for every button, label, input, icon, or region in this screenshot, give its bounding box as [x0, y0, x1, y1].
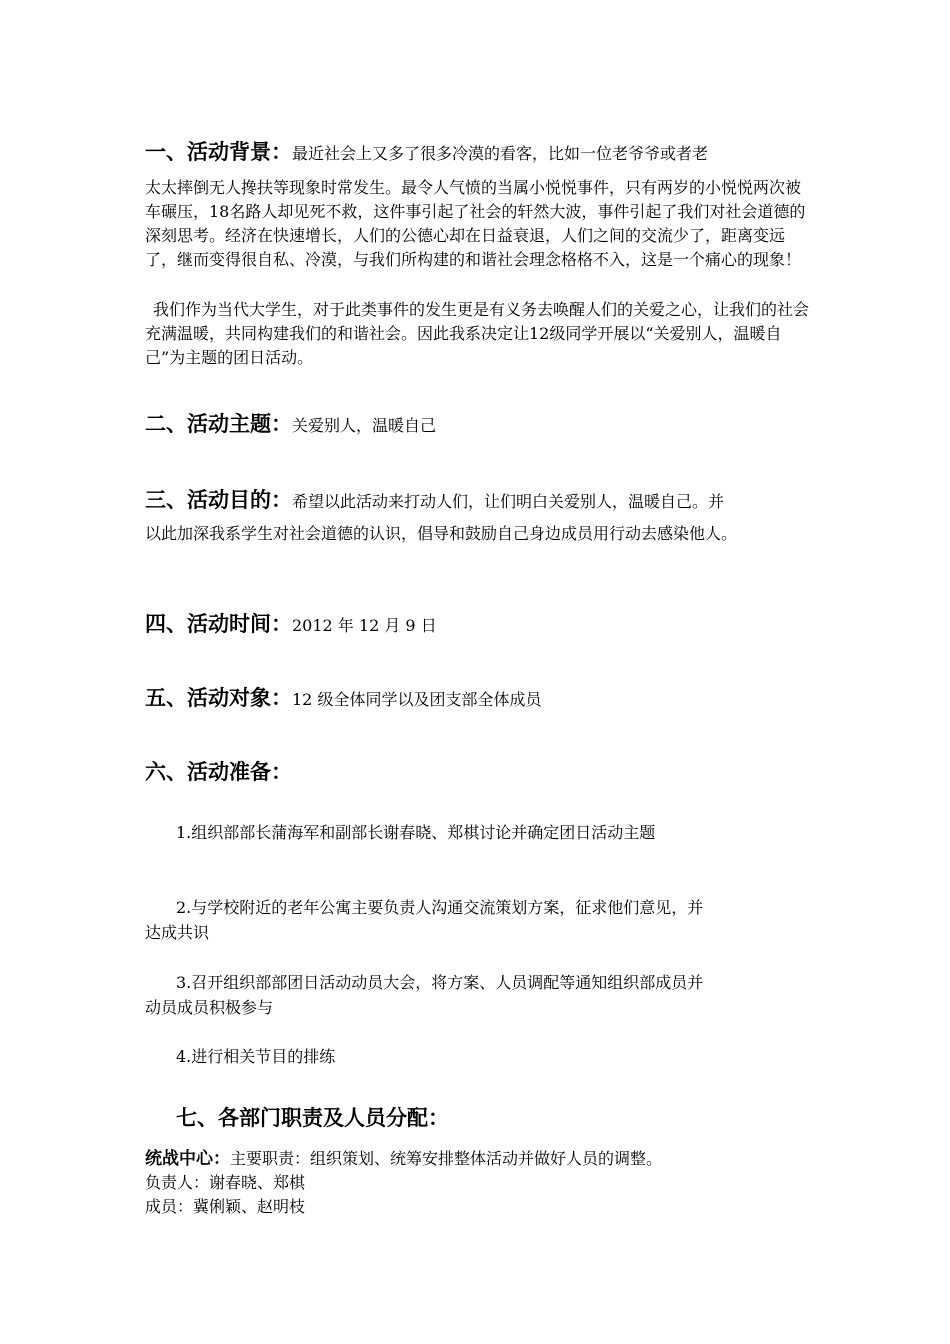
duties-heading: 七、各部门职责及人员分配：: [176, 1106, 449, 1130]
prep-heading: 六、活动准备：: [145, 760, 292, 784]
prep-item-2-line-1: 2.与学校附近的老年公寓主要负责人沟通交流策划方案，征求他们意见，并: [176, 898, 704, 917]
background-paragraph-2: 我们作为当代大学生，对于此类事件的发生更是有义务去唤醒人们的关爱之心，让我们的社会充满温暖，共同构建我们的和谐社会。因此我系决定让12级同学开展以“关爱别人，温暖自己”为主题的团日活动。: [145, 300, 810, 367]
time-text: 2012 年 12 月 9 日: [292, 616, 437, 635]
time-heading: 四、活动时间：2012 年 12 月 9 日: [145, 612, 437, 636]
target-text: 12 级全体同学以及团支部全体成员: [292, 690, 542, 709]
background-heading: 一、活动背景：最近社会上又多了很多冷漠的看客，比如一位老爷爷或者老: [145, 140, 709, 164]
prep-item-1: 1.组织部部长蒲海军和副部长谢春晓、郑棋讨论并确定团日活动主题: [176, 823, 656, 842]
center-line: [145, 1148, 662, 1170]
theme-text: 关爱别人，温暖自己: [292, 416, 437, 435]
background-lead: 最近社会上又多了很多冷漠的看客，比如一位老爷爷或者老: [292, 144, 709, 163]
prep-item-2-line-2: 达成共识: [145, 923, 210, 942]
purpose-heading: 三、活动目的：希望以此活动来打动人们，让们明白关爱别人，温暖自己。并: [145, 488, 725, 512]
purpose-paragraph: 以此加深我系学生对社会道德的认识，倡导和鼓励自己身边成员用行动去感染他人。: [145, 524, 738, 543]
center-members: 成员：冀俐颖、赵明枝: [145, 1197, 306, 1216]
prep-item-3-line-1: 3.召开组织部部团日活动动员大会，将方案、人员调配等通知组织部成员并: [176, 973, 704, 992]
target-heading: 五、活动对象：12 级全体同学以及团支部全体成员: [145, 686, 542, 710]
background-paragraph-1: 太太摔倒无人搀扶等现象时常发生。最令人气愤的当属小悦悦事件，只有两岁的小悦悦两次被车碾压，18名路人却见死不救，这件事引起了社会的轩然大波，事件引起了我们对社会道德的深刻思考。经济在快速增长，人们的公德心却在日益衰退，人们之间的交流少了，距离变远了，继而变得很自私、冷漠，与我们所构建的和谐社会理念格格不入，这是一个痛心的现象！: [145, 178, 806, 269]
prep-item-4: 4.进行相关节目的排练: [176, 1047, 336, 1066]
center-text: 主要职责：组织策划、统筹安排整体活动并做好人员的调整。: [230, 1149, 663, 1168]
prep-item-3-line-2: 动员成员积极参与: [145, 998, 274, 1017]
center-label: 统战中心：: [145, 1149, 230, 1169]
center-leader: 负责人：谢春晓、郑棋: [145, 1173, 306, 1192]
theme-heading: 二、活动主题：关爱别人，温暖自己: [145, 412, 437, 436]
purpose-lead: 希望以此活动来打动人们，让们明白关爱别人，温暖自己。并: [292, 492, 725, 511]
